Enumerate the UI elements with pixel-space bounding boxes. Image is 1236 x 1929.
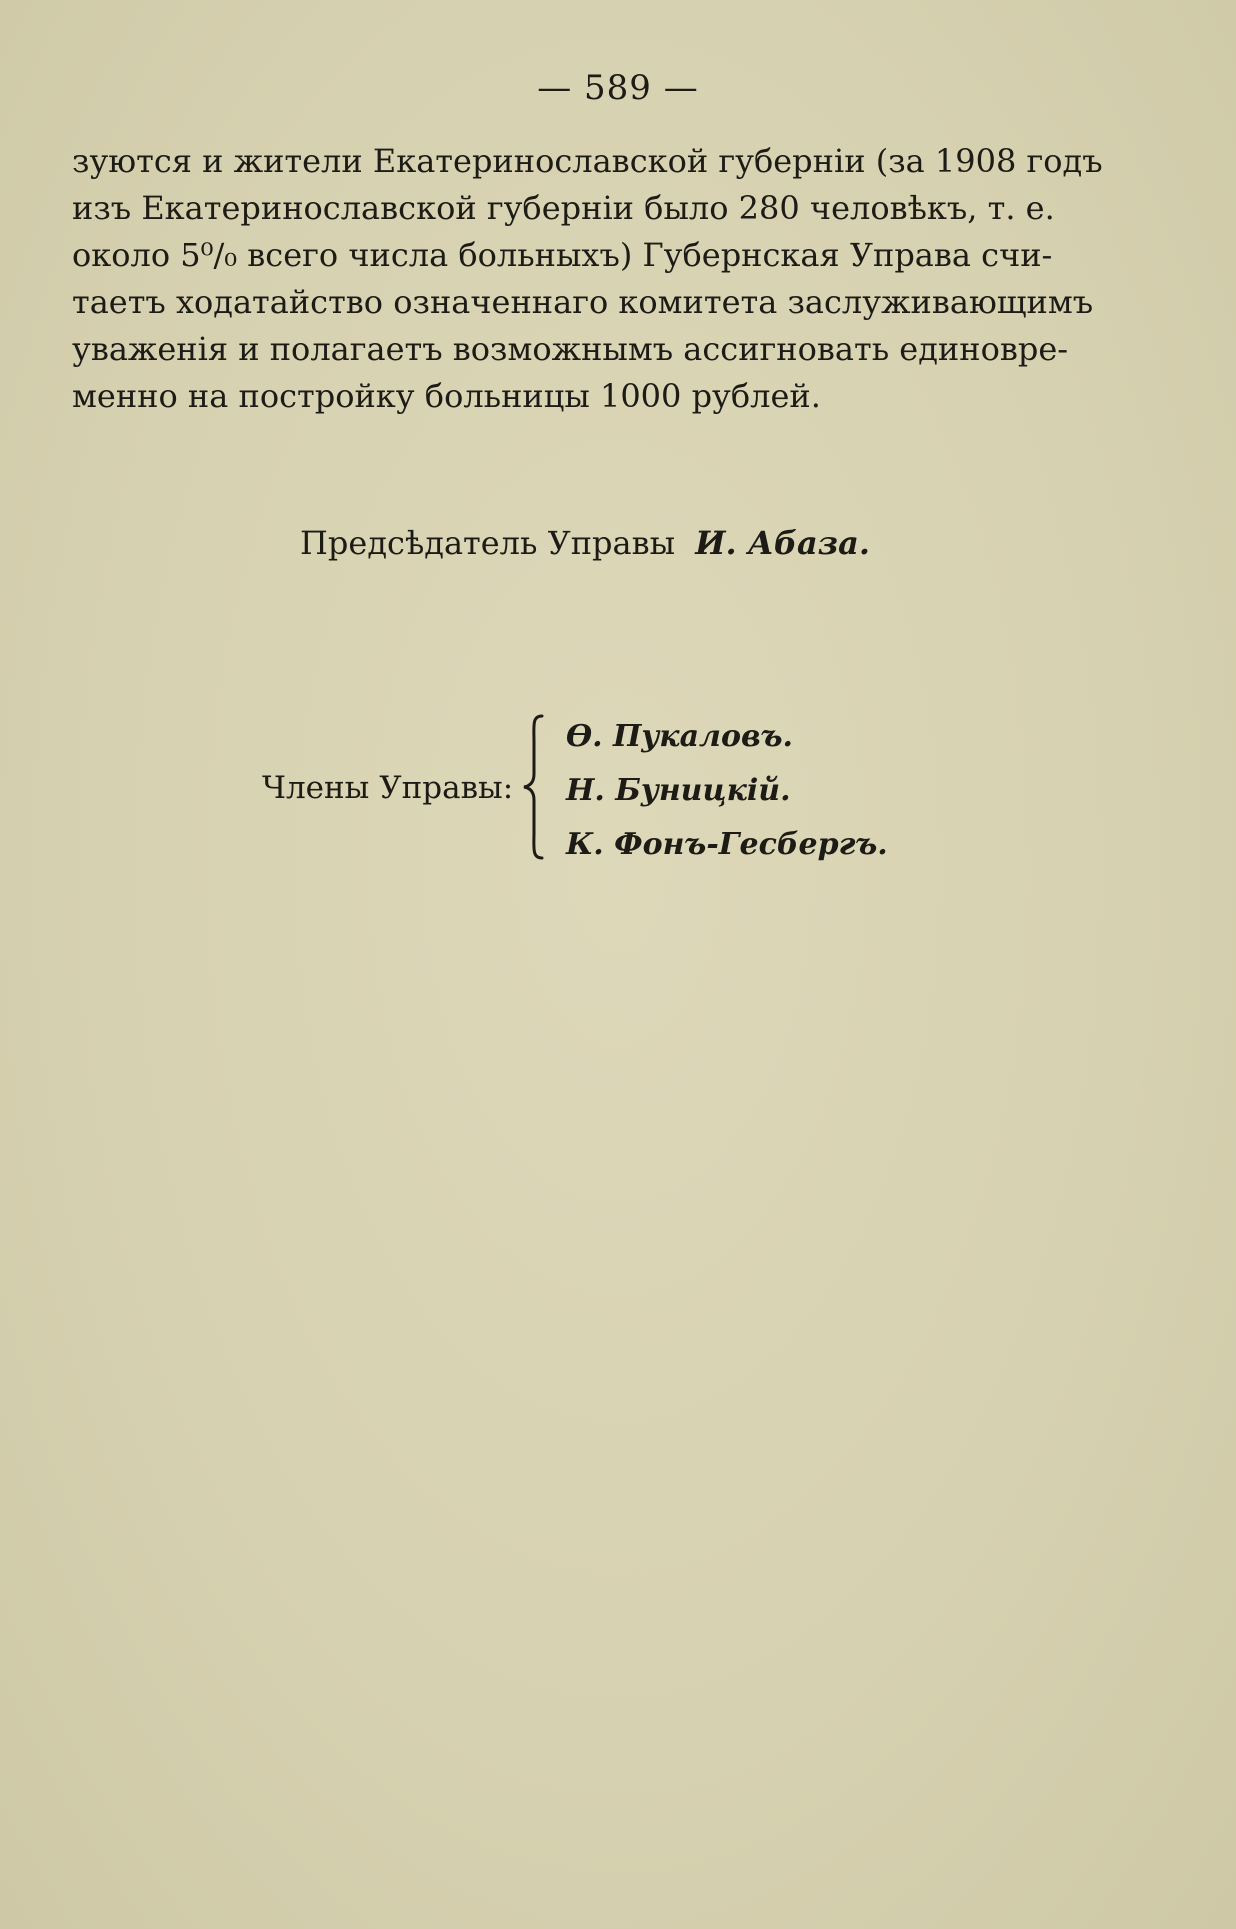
member-name: Ѳ. Пукаловъ.: [566, 719, 793, 754]
paragraph: [72, 138, 1103, 420]
curly-brace-icon: [520, 712, 550, 862]
chairman-name: И. Абаза.: [695, 524, 870, 562]
members-list: [566, 710, 888, 872]
page-number: — 589 —: [537, 68, 699, 108]
paragraph-line: менно на постройку больницы 1000 рублей.: [72, 377, 821, 415]
paragraph-line: зуются и жители Екатеринославской губерніи (за 1908 годъ: [72, 142, 1103, 180]
paragraph-line: таетъ ходатайство означеннаго комитета заслуживающимъ: [72, 283, 1094, 321]
chairman-title: Предсѣдатель Управы: [300, 524, 676, 562]
member-name: Н. Буницкій.: [566, 773, 791, 808]
paragraph-line: около 5⁰/₀ всего числа больныхъ) Губернская Управа счи-: [72, 236, 1053, 274]
paragraph-line: уваженія и полагаетъ возможнымъ ассигновать единовре-: [72, 330, 1069, 368]
paragraph-line: изъ Екатеринославской губерніи было 280 человѣкъ, т. е.: [72, 189, 1055, 227]
chairman-signature-line: [300, 524, 870, 562]
member-name: К. Фонъ-Гесбергъ.: [566, 827, 888, 862]
members-label: Члены Управы:: [262, 770, 514, 806]
